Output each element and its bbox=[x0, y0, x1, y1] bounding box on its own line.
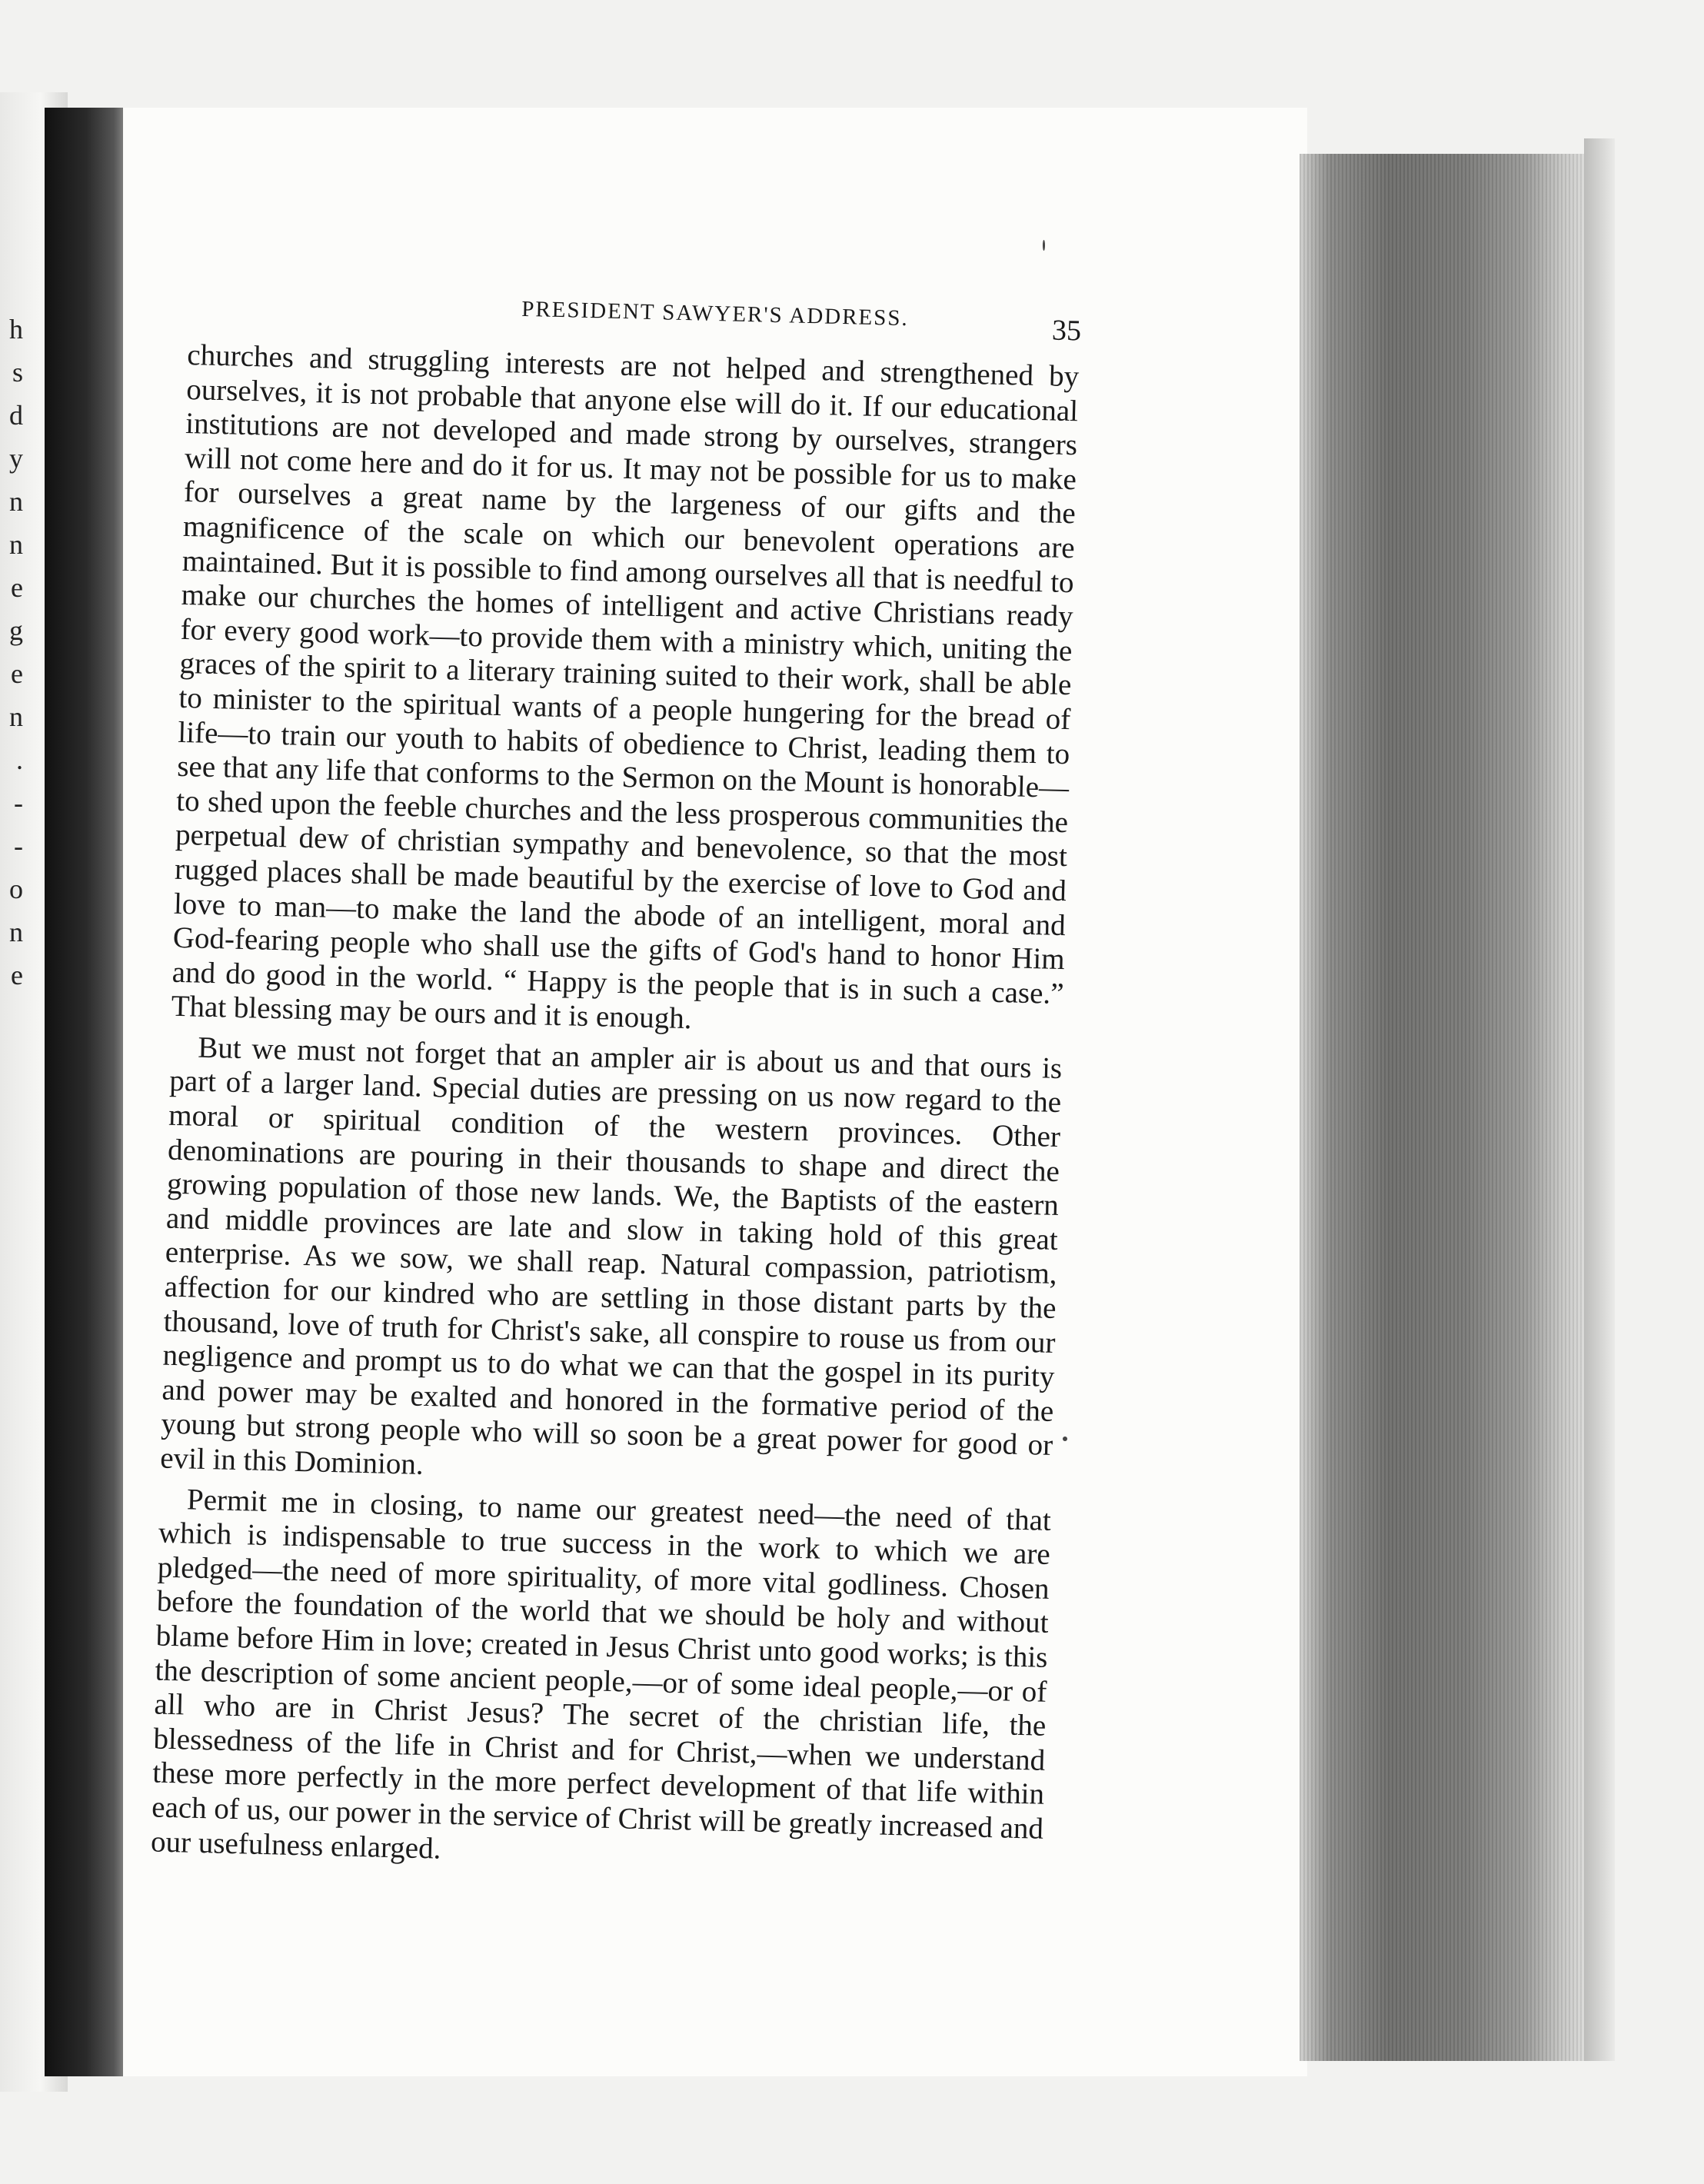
left-page-fragment: h bbox=[9, 314, 23, 345]
dust-speck bbox=[1043, 240, 1045, 251]
page-number: 35 bbox=[1051, 314, 1082, 348]
left-page-fragment: e bbox=[11, 960, 23, 990]
dust-speck bbox=[1063, 1437, 1067, 1441]
left-page-fragment: g bbox=[9, 615, 23, 646]
paragraph: Permit me in closing, to name our greatest need—the need of that which is indispensable to true success in the work to which we are pledged—the need of more spirituality, of more vital godliness. Chosen before the foundation of the world that we should be holy and without blame before Him in love; created in Jesus Christ unto good works; is this the description of some ancient people,—or of some ideal people,—or of all who are in Christ Jesus? The secret of the christian life, the blessedness of the life in Christ and for Christ,—when we understand these more perfectly in the more perfect development of that life within each of us, our power in the service of Christ will be greatly increased and our usefulness enlarged. bbox=[150, 1483, 1052, 1866]
left-page-fragment: s bbox=[12, 357, 23, 388]
left-page-fragment: e bbox=[11, 658, 23, 689]
left-page-fragments bbox=[0, 308, 23, 997]
left-page-fragment: n bbox=[9, 701, 23, 732]
left-page-fragment: n bbox=[9, 917, 23, 947]
left-page-fragment: n bbox=[9, 486, 23, 517]
paragraph: churches and struggling interests are not helped and strengthened by ourselves, it is not probable that anyone else will do it. If our educational institutions are not developed and made strong by ourselves, strangers will not come here and do it for us. It may not be possible for us to make for ourselves a great name by the largeness of our gifts and the magnificence of the scale on which our benevolent operations are maintained. But it is possible to find among ourselves all that is needful to make our churches the homes of intelligent and active Christians ready for every good work—to provide them with a ministry which, uniting the graces of the spirit to a literary training suited to their work, shall be able to minister to the spiritual wants of a people hungering for the bread of life—to train our youth to habits of obedience to Christ, leading them to see that any life that conforms to the Sermon on the Mount is honorable—to shed upon the feeble churches and the less prosperous communities the perpetual dew of christian sympathy and benevolence, so that the most rugged places shall be made beautiful by the exercise of love to God and love to man—to make the land the abode of an intelligent, moral and God-fearing people who shall use the gifts of God's hand to honor Him and do good in the world. “ Happy is the people that is in such a case.” That blessing may be ours and it is enough. bbox=[171, 338, 1080, 1036]
left-page-fragment: n bbox=[9, 529, 23, 560]
left-page-fragment: e bbox=[11, 572, 23, 603]
left-page-fragment: o bbox=[9, 874, 23, 904]
paragraph: But we must not forget that an ampler air is about us and that ours is part of a larger land. Special duties are pressing on us now regard to the moral or spiritual condition of the western provinces. Other denominations are pouring in their thousands to shape and direct the growing population of those new lands. We, the Baptists of the eastern and middle provinces are late and slow in taking hold of this great enterprise. As we sow, we shall reap. Natural compassion, patriotism, affection for our kindred who are settling in those distant parts by the thousand, love of truth for Christ's sake, all conspire to rouse us from our negligence and prompt us to do what we can that the gospel in its purity and power may be exalted and honored in the formative period of the young but strong people who will so soon be a great power for good or evil in this Dominion. bbox=[159, 1030, 1063, 1481]
running-head: PRESIDENT SAWYER'S ADDRESS. bbox=[521, 296, 910, 331]
left-page-fragment: . bbox=[16, 744, 23, 775]
left-page-fragment: - bbox=[14, 831, 23, 861]
left-page-fragment: y bbox=[9, 443, 23, 474]
body-text bbox=[150, 338, 1079, 1887]
page-block-edge bbox=[1300, 154, 1599, 2061]
left-page-fragment: - bbox=[14, 787, 23, 818]
page-block-shadow bbox=[1584, 138, 1615, 2061]
left-page-fragment: d bbox=[9, 400, 23, 431]
